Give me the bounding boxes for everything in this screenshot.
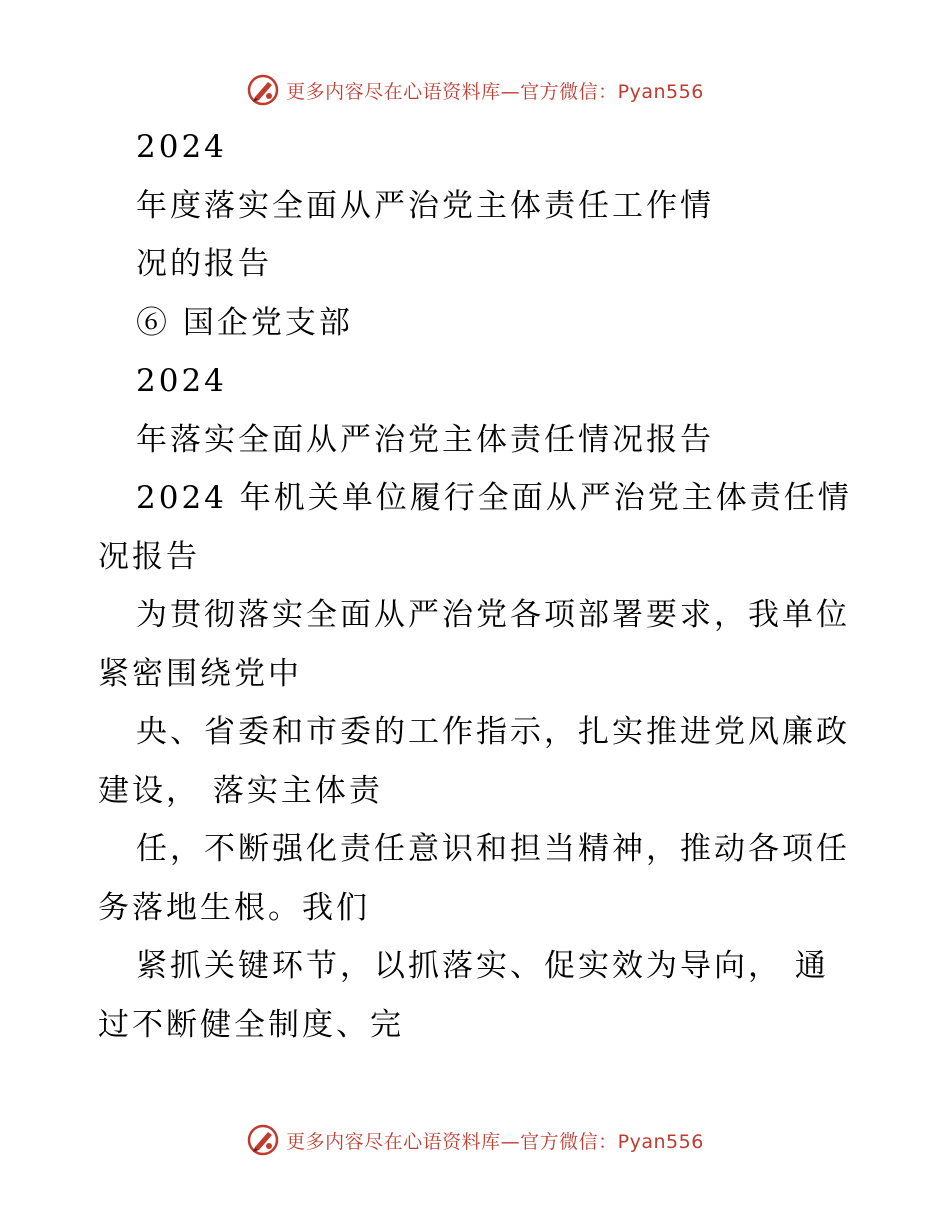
doc-line: 年落实全面从严治党主体责任情况报告 bbox=[136, 421, 714, 458]
doc-line: 紧抓关键环节，以抓落实、促实效为导向， 通 bbox=[136, 948, 829, 984]
doc-line: 2024 年机关单位履行全面从严治党主体责任情 bbox=[136, 480, 852, 516]
doc-line: 过不断健全制度、完 bbox=[98, 1006, 404, 1043]
doc-line: 年度落实全面从严治党主体责任工作情 bbox=[136, 187, 714, 224]
doc-line: 务落地生根。我们 bbox=[98, 889, 370, 926]
doc-line: 2024 bbox=[136, 363, 227, 399]
doc-line: 建设， 落实主体责 bbox=[98, 772, 383, 809]
doc-line: 任，不断强化责任意识和担当精神，推动各项任 bbox=[136, 831, 850, 867]
doc-line: 2024 bbox=[136, 129, 227, 165]
doc-line: 紧密围绕党中 bbox=[98, 655, 302, 692]
doc-line: 为贯彻落实全面从严治党各项部署要求，我单位 bbox=[136, 597, 850, 633]
header-watermark bbox=[0, 70, 950, 110]
doc-line: 况报告 bbox=[98, 538, 200, 575]
doc-line: 央、省委和市委的工作指示，扎实推进党风廉政 bbox=[136, 714, 850, 750]
pen-seal-icon bbox=[246, 73, 280, 107]
footer-watermark bbox=[0, 1120, 950, 1160]
document-body bbox=[98, 118, 868, 1054]
doc-line: ⑥ 国企党支部 bbox=[136, 304, 353, 341]
watermark-text: 更多内容尽在心语资料库—官方微信：Pyan556 bbox=[286, 1130, 704, 1153]
watermark-text: 更多内容尽在心语资料库—官方微信：Pyan556 bbox=[286, 80, 704, 103]
doc-line: 况的报告 bbox=[136, 246, 272, 282]
pen-seal-icon bbox=[246, 1123, 280, 1157]
